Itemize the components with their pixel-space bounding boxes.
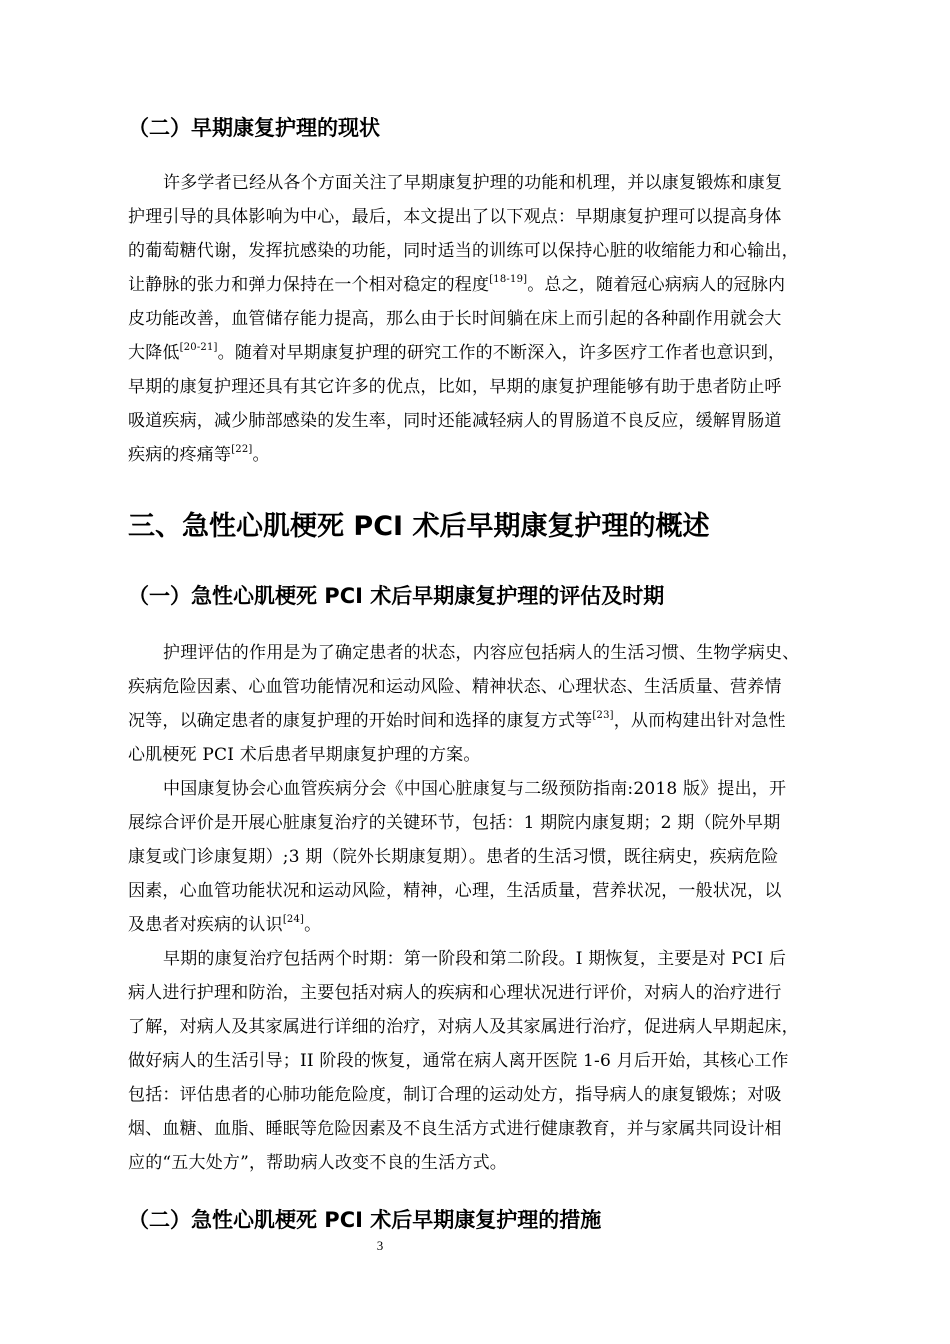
page-number: 3 [376, 1238, 384, 1253]
paragraph-line: 护理评估的作用是为了确定患者的状态，内容应包括病人的生活习惯、生物学病史、 [163, 643, 800, 663]
paragraph-line: 早期的康复护理还具有其它许多的优点，比如，早期的康复护理能够有助于患者防止呼 [128, 377, 782, 397]
paragraph-line [128, 438, 868, 472]
paragraph-line: 中国康复协会心血管疾病分会《中国心脏康复与二级预防指南:2018 版》提出，开 [163, 779, 787, 799]
citation-ref: [18-19] [489, 274, 528, 285]
paragraph-line: 因素，心血管功能状况和运动风险，精神，心理，生活质量，营养状况，一般状况，以 [128, 881, 782, 901]
text-span: 况等，以确定患者的康复护理的开始时间和选择的康复方式等 [128, 711, 593, 731]
paragraph-line [128, 704, 868, 738]
citation-ref: [24] [282, 914, 305, 925]
paragraph-line: 做好病人的生活引导；II 阶段的恢复，通常在病人离开医院 1-6 月后开始，其核心工作 [128, 1051, 789, 1071]
text-span: 。随着对早期康复护理的研究工作的不断深入，许多医疗工作者也意识到， [217, 343, 786, 363]
paragraph-line [128, 336, 868, 370]
paragraph-line: 吸道疾病，减少肺部感染的发生率，同时还能减轻病人的胃肠道不良反应，缓解胃肠道 [128, 411, 782, 431]
paragraph-line: 了解，对病人及其家属进行详细的治疗，对病人及其家属进行治疗，促进病人早期起床， [128, 1017, 799, 1037]
text-span: 。 [304, 915, 322, 935]
text-span: 。总之，随着冠心病病人的冠脉内 [527, 275, 786, 295]
text-span: 及患者对疾病的认识 [128, 915, 283, 935]
text-span: 大降低 [128, 343, 180, 363]
citation-ref: [23] [592, 710, 614, 721]
paragraph-line [128, 908, 868, 942]
paragraph-line: 护理引导的具体影响为中心，最后，本文提出了以下观点：早期康复护理可以提高身体 [128, 207, 782, 227]
paragraph-line: 心肌梗死 PCI 术后患者早期康复护理的方案。 [128, 745, 481, 765]
paragraph-line: 皮功能改善，血管储存能力提高，那么由于长时间躺在床上而引起的各种副作用就会大 [128, 309, 782, 329]
text-span: ，从而构建出针对急性 [613, 711, 786, 731]
paragraph-line [128, 268, 868, 302]
text-span: 。 [252, 445, 270, 465]
paragraph-line: 病人进行护理和防治，主要包括对病人的疾病和心理状况进行评价，对病人的治疗进行 [128, 983, 782, 1003]
section-heading-measures: （二）急性心肌梗死 PCI 术后早期康复护理的措施 [128, 1208, 602, 1232]
text-span: 疾病的疼痛等 [128, 445, 232, 465]
paragraph-line: 疾病危险因素、心血管功能情况和运动风险、精神状态、心理状态、生活质量、营养情 [128, 677, 782, 697]
paragraph-line: 包括：评估患者的心肺功能危险度，制订合理的运动处方，指导病人的康复锻炼；对吸 [128, 1085, 782, 1105]
paragraph-line: 应的“五大处方”，帮助病人改变不良的生活方式。 [128, 1153, 507, 1173]
chapter-heading-overview: 三、急性心肌梗死 PCI 术后早期康复护理的概述 [128, 511, 710, 542]
section-heading-current-status: （二）早期康复护理的现状 [128, 116, 380, 140]
paragraph-line: 展综合评价是开展心脏康复治疗的关键环节，包括：1 期院内康复期；2 期（院外早期 [128, 813, 781, 833]
citation-ref: [20-21] [179, 342, 218, 353]
paragraph-line: 康复或门诊康复期）;3 期（院外长期康复期）。患者的生活习惯，既往病史，疾病危险 [128, 847, 779, 867]
paragraph-line: 许多学者已经从各个方面关注了早期康复护理的功能和机理，并以康复锻炼和康复 [163, 173, 783, 193]
text-span: 让静脉的张力和弹力保持在一个相对稳定的程度 [128, 275, 490, 295]
paragraph-line: 的葡萄糖代谢，发挥抗感染的功能，同时适当的训练可以保持心脏的收缩能力和心输出， [128, 241, 799, 261]
paragraph-line: 早期的康复治疗包括两个时期：第一阶段和第二阶段。I 期恢复，主要是对 PCI 后 [163, 949, 787, 969]
paragraph-line: 烟、血糖、血脂、睡眠等危险因素及不良生活方式进行健康教育，并与家属共同设计相 [128, 1119, 782, 1139]
citation-ref: [22] [231, 444, 253, 455]
section-heading-assessment: （一）急性心肌梗死 PCI 术后早期康复护理的评估及时期 [128, 584, 665, 608]
